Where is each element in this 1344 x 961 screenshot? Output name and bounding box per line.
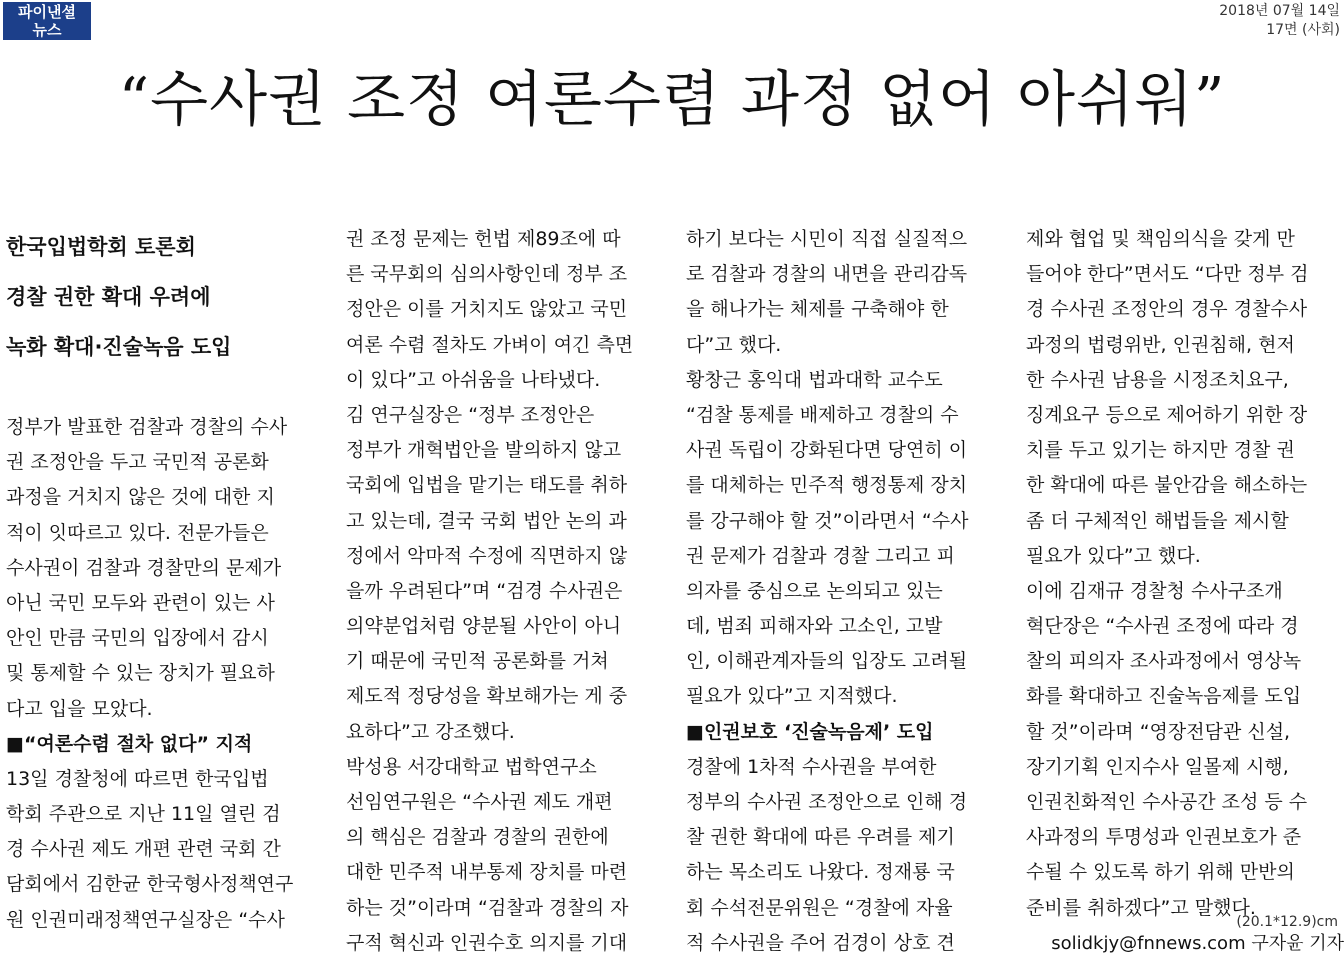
body-line: 찰의 피의자 조사과정에서 영상녹 [1026,650,1302,673]
body-line: 치를 두고 있기는 하지만 경찰 권 [1026,439,1295,462]
body-line: 권 조정 문제는 헌법 제89조에 따 [346,228,621,250]
body-line: 원 인권미래정책연구실장은 “수사 [6,908,285,931]
body-line: 박성용 서강대학교 법학연구소 [346,755,597,778]
article-column-2 [346,222,664,954]
body-line: 로 검찰과 경찰의 내면을 관리감독 [686,263,968,286]
body-line: 징계요구 등으로 제어하기 위한 장 [1026,403,1308,426]
body-line: 김 연구실장은 “정부 조정안은 [346,403,595,426]
body-line: 및 통제할 수 있는 장치가 필요하 [6,662,275,685]
body-line: 를 대체하는 민주적 행정통제 장치 [686,474,968,497]
body-line: 여론 수렴 절차도 가벼이 여긴 측면 [346,333,634,356]
body-line: 를 강구해야 할 것”이라면서 “수사 [686,509,969,532]
body-line: 정부가 개혁법안을 발의하지 않고 [346,439,622,462]
article-size-note: (20.1*12.9)cm [1236,914,1338,930]
body-line: 의약분업처럼 양분될 사안이 아니 [346,615,622,638]
article-column-1 [6,222,324,931]
body-line: 좀 더 구체적인 해법들을 제시할 [1026,509,1289,532]
body-line: 준비를 취하겠다”고 말했다. [1026,896,1256,919]
body-line: 사과정의 투명성과 인권보호가 준 [1026,826,1302,849]
body-line: 수될 수 있도록 하기 위해 만반의 [1026,861,1295,884]
body-line: 한 확대에 따른 불안감을 해소하는 [1026,474,1308,497]
body-line: 들어야 한다”면서도 “다만 정부 검 [1026,263,1309,286]
body-line: 과정을 거치지 않은 것에 대한 지 [6,486,275,509]
subhead-2: 경찰 권한 확대 우려에 [6,285,211,309]
subhead-3: 녹화 확대·진술녹음 도입 [6,335,232,359]
section-heading: ■인권보호 ‘진술녹음제’ 도입 [686,720,934,743]
body-line: 필요가 있다”고 했다. [1026,544,1201,567]
body-line: 을까 우려된다”며 “검경 수사권은 [346,579,623,602]
body-line: 경찰에 1차적 수사권을 부여한 [686,755,937,778]
body-line: 안인 만큼 국민의 입장에서 감시 [6,627,269,650]
subhead-1: 한국입법학회 토론회 [6,235,196,259]
body-line: 찰 권한 확대에 따른 우려를 제기 [686,826,955,849]
reporter-byline: solidkjy@fnnews.com 구자윤 기자 [1051,932,1344,954]
body-line: 적 수사권을 주어 검경이 상호 견 [686,931,955,954]
body-line: 과정의 법령위반, 인권침해, 현저 [1026,333,1295,356]
body-line: 정부의 수사권 조정안으로 인해 경 [686,791,968,813]
body-line: 혁단장은 “수사권 조정에 따라 경 [1026,615,1299,638]
body-line: 정안은 이를 거치지도 않았고 국민 [346,298,628,321]
body-line: 고 있는데, 결국 국회 법안 논의 과 [346,509,627,532]
body-line: 하는 것”이라며 “검찰과 경찰의 자 [346,896,629,919]
body-line: 황창근 홍익대 법과대학 교수도 [686,368,943,391]
body-line: 이에 김재규 경찰청 수사구조개 [1026,579,1283,602]
body-line: 인, 이해관계자들의 입장도 고려될 [686,650,968,673]
body-line: 요하다”고 강조했다. [346,720,515,743]
body-line: 하는 목소리도 나왔다. 정재룡 국 [686,861,955,884]
body-line: 경 수사권 조정안의 경우 경찰수사 [1026,298,1308,321]
body-line: 사권 독립이 강화된다면 당연히 이 [686,439,968,462]
body-line: 제와 협업 및 책임의식을 갖게 만 [1026,228,1295,250]
publication-date: 2018년 07월 14일 [1219,3,1340,19]
body-line: 구적 혁신과 인권수호 의지를 기대 [346,931,628,954]
publication-meta [1219,2,1340,40]
body-line: 다고 입을 모았다. [6,697,153,720]
body-line: 아닌 국민 모두와 관련이 있는 사 [6,591,275,614]
body-line: 대한 민주적 내부통제 장치를 마련 [346,861,628,884]
body-line: 하기 보다는 시민이 직접 실질적으 [686,228,968,250]
body-line: 학회 주관으로 지난 11일 열린 검 [6,803,281,826]
body-line: 제도적 정당성을 확보해가는 게 중 [346,685,628,708]
body-line: 데, 범죄 피해자와 고소인, 고발 [686,615,943,638]
page-section: 17면 (사회) [1266,22,1340,38]
body-line: 수사권이 검찰과 경찰만의 문제가 [6,556,282,579]
body-line: 이 있다”고 아쉬움을 나타냈다. [346,368,601,391]
body-line: 권 문제가 검찰과 경찰 그리고 피 [686,544,955,567]
body-line: 정에서 악마적 수정에 직면하지 않 [346,544,628,567]
body-line: 의 핵심은 검찰과 경찰의 권한에 [346,826,609,849]
body-line: 정부가 발표한 검찰과 경찰의 수사 [6,416,288,438]
body-line: 국회에 입법을 맡기는 태도를 취하 [346,474,628,497]
body-line: 13일 경찰청에 따르면 한국입법 [6,767,269,790]
headline: “수사권 조정 여론수렴 과정 없어 아쉬워” [118,65,1226,135]
body-line: 의자를 중심으로 논의되고 있는 [686,579,943,602]
body-line: 한 수사권 남용을 시정조치요구, [1026,368,1289,391]
body-line: 화를 확대하고 진술녹음제를 도입 [1026,685,1302,708]
body-line: 필요가 있다”고 지적했다. [686,685,898,708]
body-line: “검찰 통제를 배제하고 경찰의 수 [686,403,959,426]
article-column-3 [686,222,1004,954]
body-line: 경 수사권 제도 개편 관련 국회 간 [6,838,281,861]
body-line: 인권친화적인 수사공간 조성 등 수 [1026,791,1308,813]
body-line: 장기기획 인지수사 일몰제 시행, [1026,755,1289,778]
logo-line1: 파이낸셜 [18,2,76,21]
body-line: 할 것”이라며 “영장전담관 신설, [1026,720,1291,743]
section-heading: ■“여론수렴 절차 없다” 지적 [6,732,253,755]
body-line: 을 해나가는 체제를 구축해야 한 [686,298,949,321]
fnnews-logo [3,2,91,40]
body-line: 회 수석전문위원은 “경찰에 자율 [686,896,953,919]
spacer [6,372,324,410]
body-line: 적이 잇따르고 있다. 전문가들은 [6,521,269,544]
body-line: 른 국무회의 심의사항인데 정부 조 [346,263,628,286]
body-line: 다”고 했다. [686,333,782,356]
logo-line2: 뉴스 [32,20,62,39]
body-line: 선임연구원은 “수사권 제도 개편 [346,791,613,813]
body-line: 담회에서 김한균 한국형사정책연구 [6,873,294,896]
body-line: 기 때문에 국민적 공론화를 거쳐 [346,650,609,673]
body-line: 권 조정안을 두고 국민적 공론화 [6,451,269,474]
